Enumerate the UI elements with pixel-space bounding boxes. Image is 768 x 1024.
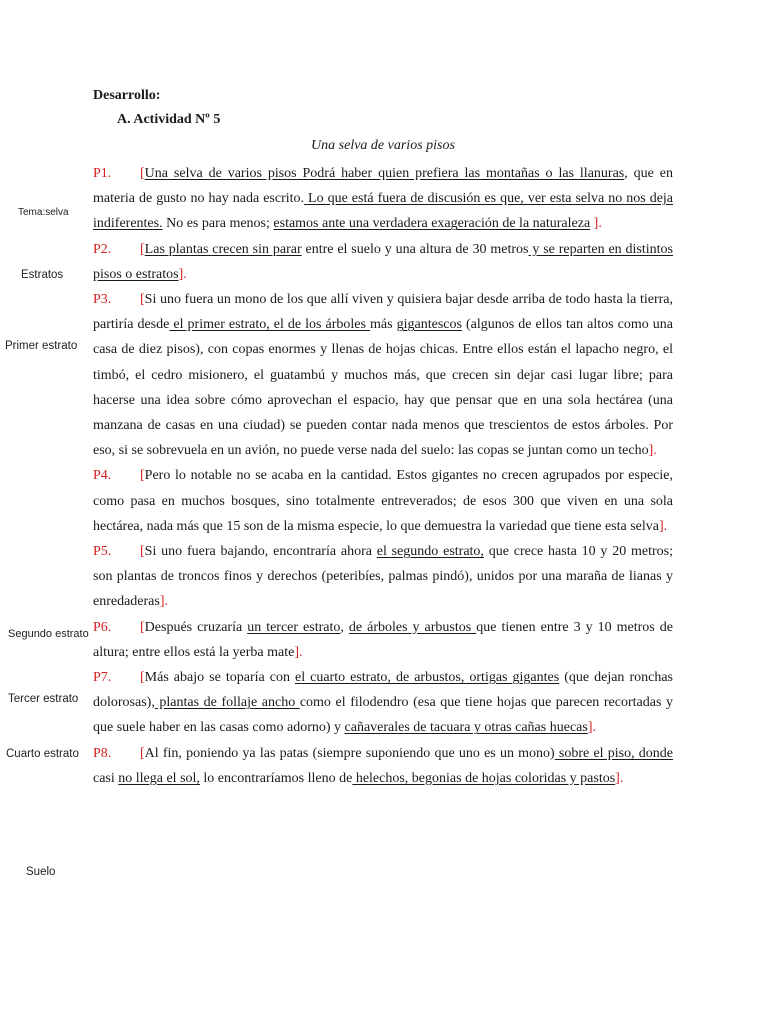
paragraph-5 — [93, 539, 673, 615]
margin-note-segundo-estrato: Segundo estrato — [8, 628, 89, 640]
text-segment: Al fin, poniendo ya las patas (siempre suponiendo que uno es un mono) — [144, 745, 555, 761]
text-segment: más — [370, 317, 397, 333]
text-segment: que tienen entre 3 y 10 metros de altura; entre ellos está la yerba mate — [93, 619, 673, 660]
text-segment: , que en materia de gusto no hay nada escrito. — [93, 166, 673, 207]
paragraph-8 — [93, 741, 673, 791]
close-bracket: ]. — [587, 720, 596, 736]
underlined-phrase: un tercer estrato — [247, 619, 341, 635]
paragraph-number: P4. — [93, 468, 112, 484]
open-bracket: [ — [140, 619, 145, 635]
underlined-phrase: de árboles y arbustos — [348, 619, 477, 635]
underlined-phrase: plantas de follaje ancho — [154, 695, 300, 711]
text-segment: casi — [93, 770, 119, 786]
paragraph-number: P5. — [93, 544, 112, 560]
underlined-phrase: el cuarto estrato, de arbustos, ortigas gigantes — [294, 670, 560, 686]
text-segment: Más abajo se toparía con — [144, 670, 295, 686]
underlined-phrase: Lo que está fuera de discusión es que, ver esta selva no nos deja indiferentes. — [93, 191, 674, 232]
paragraph-number: P1. — [93, 166, 112, 181]
text-segment: Pero lo notable no se acaba en la cantidad. Estos gigantes no crecen agrupados por especie, como pasa en muchos bosques, sino totalmente entreverados; de esos 300 que viven en una sola hectárea, nada más que 15 son de la misma especie, lo que demuestra la variedad que tiene esta selva — [93, 468, 673, 534]
activity-title: A. Actividad Nº 5 — [117, 112, 221, 127]
margin-note-cuarto-estrato: Cuarto estrato — [6, 748, 79, 760]
paragraph-number: P2. — [93, 241, 112, 257]
text-segment: Si uno fuera bajando, encontraría ahora — [144, 544, 377, 560]
close-bracket: ]. — [159, 594, 169, 610]
paragraph-number: P6. — [93, 619, 112, 635]
margin-note-estratos: Estratos — [21, 269, 64, 281]
open-bracket: [ — [140, 670, 145, 686]
paragraph-3 — [93, 287, 673, 463]
underlined-phrase: gigantescos — [396, 317, 462, 333]
text-segment: como el filodendro (esa que tiene hojas que parecen recortadas y que suele haber en las casas como adorno) y — [93, 695, 673, 736]
paragraph-6 — [93, 615, 673, 665]
text-segment: No es para menos; — [162, 216, 274, 232]
close-bracket: ]. — [648, 443, 657, 459]
text-segment: Después cruzaría — [144, 619, 248, 635]
open-bracket: [ — [140, 292, 145, 308]
text-segment: (algunos de ellos tan altos como una casa de diez pisos), con copas enormes y llenas de hojas chicas. Entre ellos están el lapacho negro, el timbó, el cedro misionero, el guatambú y muchos más, que crecen sin dejar casi lugar libre; para hacerse una idea sobre cómo aprovechan el espacio, hay que pensar que en una sola hectárea (una manzana de casas en una ciudad) se pueden contar nada menos que trescientos de estos árboles. Por eso, si se sobrevuela en un avión, no puede verse nada del suelo: las copas se juntan como un techo — [93, 317, 674, 459]
underlined-phrase: helechos, begonias de hojas coloridas y pastos — [352, 770, 616, 786]
text-segment: , — [340, 619, 349, 635]
underlined-phrase: sobre el piso, donde — [554, 745, 673, 761]
underlined-phrase: el segundo estrato, — [376, 544, 484, 560]
underlined-phrase: Las plantas crecen sin parar — [144, 241, 302, 257]
open-bracket: [ — [140, 468, 145, 484]
paragraph-number: P7. — [93, 670, 112, 686]
close-bracket: ]. — [615, 770, 624, 786]
paragraph-number: P8. — [93, 745, 112, 761]
text-segment: (que dejan ronchas dolorosas), — [93, 670, 673, 711]
text-body — [93, 161, 673, 791]
close-bracket: ]. — [294, 644, 303, 660]
open-bracket: [ — [140, 166, 145, 181]
margin-note-tercer-estrato: Tercer estrato — [8, 693, 79, 705]
underlined-phrase: y se reparten en distintos pisos o estratos — [93, 241, 673, 282]
text-segment: Si uno fuera un mono de los que allí viven y quisiera bajar desde arriba de todo hasta la tierra, partiría desde — [93, 292, 673, 333]
underlined-phrase: Una selva de varios pisos Podrá haber quien prefiera las montañas o las llanuras — [144, 166, 625, 181]
open-bracket: [ — [140, 544, 145, 560]
section-heading: Desarrollo: — [93, 88, 161, 103]
text-segment: lo encontraríamos lleno de — [199, 770, 353, 786]
underlined-phrase: cañaverales de tacuara y otras cañas huecas — [344, 720, 588, 736]
paragraph-4 — [93, 463, 673, 539]
underlined-phrase: no llega el sol, — [118, 770, 200, 786]
open-bracket: [ — [140, 745, 145, 761]
close-bracket: ]. — [593, 216, 602, 232]
close-bracket: ]. — [659, 518, 668, 534]
underlined-phrase: el primer estrato, el de los árboles — [169, 317, 371, 333]
paragraph-2 — [93, 237, 673, 287]
margin-note-tema: Tema:selva — [18, 207, 69, 218]
underlined-phrase: estamos ante una verdadera exageración de la naturaleza — [273, 216, 591, 232]
text-segment: que crece hasta 10 y 20 metros; son plantas de troncos finos y derechos (peteribíes, palmas pindó), unidos por una maraña de lianas y enredaderas — [93, 544, 673, 610]
text-title: Una selva de varios pisos — [311, 138, 455, 153]
close-bracket: ]. — [178, 266, 187, 282]
paragraph-1 — [93, 161, 673, 237]
paragraph-number: P3. — [93, 292, 112, 308]
paragraph-7 — [93, 665, 673, 741]
margin-note-primer-estrato: Primer estrato — [5, 340, 78, 352]
margin-note-suelo: Suelo — [26, 866, 56, 878]
text-segment: entre el suelo y una altura de 30 metros — [301, 241, 529, 257]
open-bracket: [ — [140, 241, 145, 257]
